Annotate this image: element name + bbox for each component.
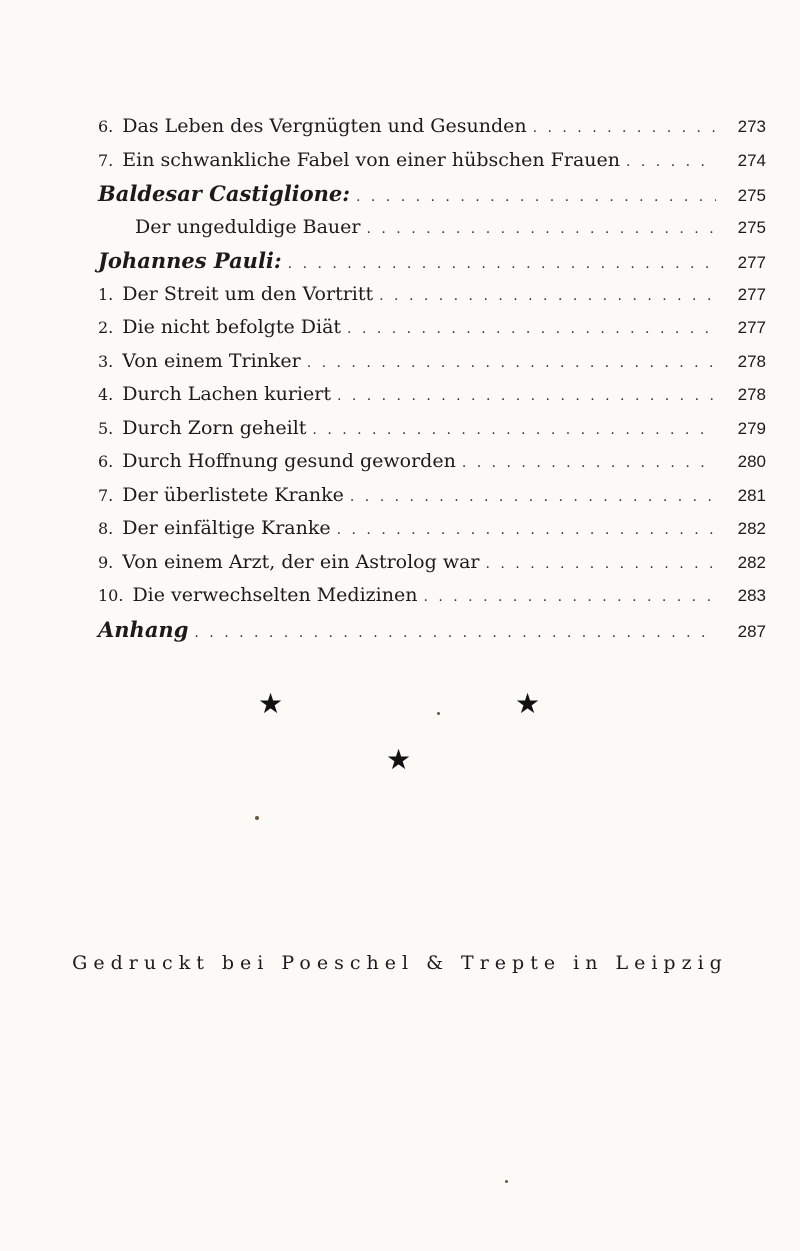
toc-entry bbox=[98, 311, 766, 345]
toc-page-number: 283 bbox=[737, 586, 766, 605]
toc-entry bbox=[98, 412, 766, 446]
toc-entry-title: Der ungeduldige Bauer bbox=[135, 215, 361, 238]
star-icon: ★ bbox=[258, 687, 284, 720]
toc-entry-number: 6. bbox=[98, 452, 114, 471]
toc-entry bbox=[98, 546, 766, 580]
toc-page-number: 282 bbox=[737, 519, 766, 538]
dot-leader bbox=[367, 213, 717, 247]
dot-leader bbox=[307, 347, 716, 381]
toc-entry-title: Das Leben des Vergnügten und Gesunden bbox=[122, 115, 527, 137]
toc-entry-title: Durch Zorn geheilt bbox=[122, 416, 307, 439]
toc-page-number: 282 bbox=[737, 552, 766, 572]
dot-leader bbox=[626, 146, 716, 180]
toc-page-number: 278 bbox=[737, 385, 766, 404]
toc-entry bbox=[98, 479, 766, 513]
star-icon: ★ bbox=[386, 743, 412, 776]
toc-entry-number: 1. bbox=[98, 284, 114, 304]
toc-entry-title: Baldesar Castiglione: bbox=[98, 181, 351, 206]
toc-page-number: 275 bbox=[737, 186, 766, 205]
toc-entry bbox=[98, 345, 766, 379]
paper-speck bbox=[255, 816, 259, 820]
dot-leader bbox=[347, 313, 716, 347]
toc-entry-number: 8. bbox=[98, 519, 114, 538]
paper-speck bbox=[437, 712, 440, 715]
dot-leader bbox=[533, 112, 716, 146]
toc-page-number: 277 bbox=[737, 253, 766, 272]
dot-leader bbox=[194, 617, 716, 651]
toc-entry-title: Der überlistete Kranke bbox=[122, 483, 344, 506]
toc-entry-title: Der Streit um den Vortritt bbox=[122, 282, 374, 305]
toc-entry-number: 5. bbox=[98, 418, 114, 438]
toc-entry-title: Durch Lachen kuriert bbox=[122, 383, 331, 405]
paper-speck bbox=[505, 1180, 508, 1183]
toc-entry-title: Johannes Pauli: bbox=[98, 248, 282, 273]
toc-entry-title: Der einfältige Kranke bbox=[122, 517, 331, 539]
toc-entry bbox=[98, 579, 766, 613]
dot-leader bbox=[423, 581, 716, 615]
toc-page-number: 277 bbox=[737, 318, 766, 337]
dot-leader bbox=[337, 380, 716, 414]
toc-entry-title: Ein schwankliche Fabel von einer hübschen Frauen bbox=[122, 148, 620, 171]
toc-entry-number: 6. bbox=[98, 117, 114, 136]
toc-page-number: 278 bbox=[737, 351, 766, 371]
toc-entry bbox=[98, 278, 766, 312]
toc-page-number: 280 bbox=[737, 452, 766, 471]
toc-entry bbox=[98, 512, 766, 546]
dot-leader bbox=[379, 280, 716, 314]
toc-page-number: 274 bbox=[737, 150, 766, 170]
dot-leader bbox=[486, 548, 717, 582]
toc-page-number: 273 bbox=[737, 117, 766, 136]
table-of-contents bbox=[98, 110, 766, 646]
toc-entry-title: Von einem Arzt, der ein Astrolog war bbox=[122, 550, 480, 573]
dot-leader bbox=[462, 447, 716, 481]
toc-page-number: 287 bbox=[737, 621, 766, 641]
toc-entry-number: 7. bbox=[98, 150, 114, 170]
toc-entry-title: Die verwechselten Medizinen bbox=[132, 584, 418, 606]
toc-section-heading bbox=[98, 613, 766, 647]
dot-leader bbox=[337, 514, 716, 548]
dot-leader bbox=[350, 481, 716, 515]
toc-entry-number: 9. bbox=[98, 552, 114, 572]
toc-page-number: 277 bbox=[737, 284, 766, 304]
star-ornament bbox=[0, 687, 800, 776]
toc-entry-title: Durch Hoffnung gesund geworden bbox=[122, 450, 456, 472]
dot-leader bbox=[312, 414, 716, 448]
printer-imprint: Gedruckt bei Poeschel & Trepte in Leipzig bbox=[72, 952, 728, 974]
toc-entry bbox=[98, 378, 766, 412]
toc-section-heading bbox=[98, 244, 766, 278]
dot-leader bbox=[288, 248, 716, 282]
toc-entry bbox=[98, 110, 766, 144]
toc-page-number: 275 bbox=[737, 217, 766, 237]
toc-entry-title: Anhang bbox=[98, 616, 189, 642]
toc-entry bbox=[98, 445, 766, 479]
star-icon: ★ bbox=[515, 687, 541, 720]
toc-entry bbox=[98, 144, 766, 178]
toc-page-number: 279 bbox=[737, 418, 766, 438]
toc-entry-number: 7. bbox=[98, 485, 114, 505]
toc-entry-title: Von einem Trinker bbox=[122, 349, 301, 372]
toc-entry-number: 10. bbox=[98, 586, 124, 605]
toc-entry-title: Die nicht befolgte Diät bbox=[122, 316, 342, 338]
toc-entry-number: 2. bbox=[98, 318, 114, 337]
toc-section-heading bbox=[98, 177, 766, 211]
toc-entry bbox=[98, 211, 766, 245]
toc-entry-number: 4. bbox=[98, 385, 114, 404]
toc-page-number: 281 bbox=[737, 485, 766, 505]
dot-leader bbox=[356, 181, 716, 215]
toc-entry-number: 3. bbox=[98, 351, 114, 371]
